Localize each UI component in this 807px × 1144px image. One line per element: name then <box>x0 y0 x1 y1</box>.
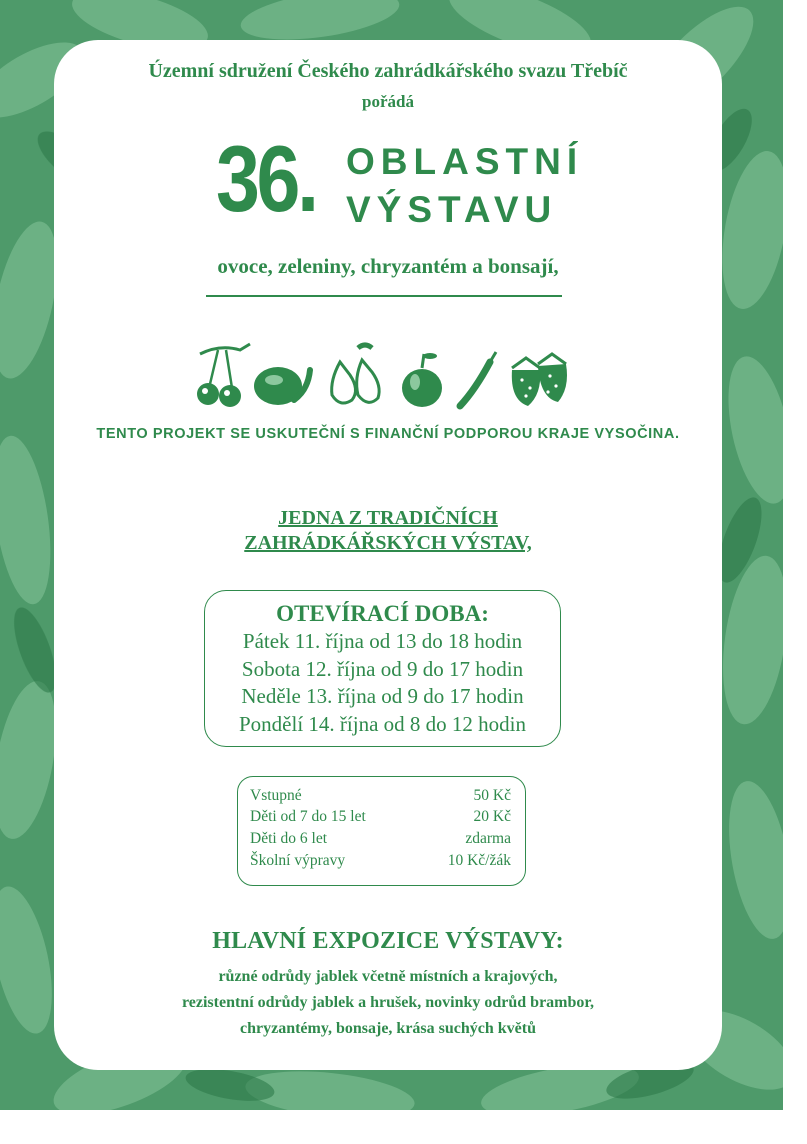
exhibition-number: 36. <box>216 126 316 231</box>
tomato-pepper-icon <box>254 367 310 405</box>
tradition-heading <box>54 506 722 556</box>
opening-day-sunday: Neděle 13. října od 9 do 17 hodin <box>241 684 524 708</box>
price-row <box>250 807 511 827</box>
price-row <box>250 851 511 871</box>
exposition-line: chryzantémy, bonsaje, krása suchých květů <box>239 1020 536 1037</box>
organizer-verb: pořádá <box>362 92 414 111</box>
exposition-line: různé odrůdy jablek včetně místních a krajových, <box>218 968 558 985</box>
price-label: Děti od 7 do 15 let <box>250 808 366 825</box>
tradition-line-1: JEDNA Z TRADIČNÍCH <box>278 507 498 529</box>
price-value: 50 Kč <box>473 787 511 804</box>
funding-note: TENTO PROJEKT SE USKUTEČNÍ S FINANČNÍ PODPOROU KRAJE VYSOČINA. <box>96 426 680 442</box>
chili-pepper-icon <box>460 352 496 406</box>
cherries-icon <box>197 344 250 407</box>
price-label: Děti do 6 let <box>250 830 328 847</box>
exhibition-subtitle: ovoce, zeleniny, chryzantém a bonsají, <box>217 254 559 278</box>
poster-card <box>54 40 722 1070</box>
price-value: 20 Kč <box>473 808 511 825</box>
exposition-line: rezistentní odrůdy jablek a hrušek, novinky odrůd brambor, <box>181 994 595 1011</box>
opening-hours-box <box>204 590 561 747</box>
title-line-2: VÝSTAVU <box>346 189 558 230</box>
divider <box>206 295 562 297</box>
fruit-illustrations <box>190 340 580 410</box>
price-row <box>250 786 511 806</box>
pears-icon <box>332 345 379 403</box>
organizer-text: Územní sdružení Českého zahrádkářského svazu Třebíč <box>148 60 628 82</box>
opening-day-monday: Pondělí 14. října od 8 do 12 hodin <box>239 711 526 736</box>
opening-hours-title: OTEVÍRACÍ DOBA: <box>276 601 489 626</box>
strawberries-icon <box>512 354 567 406</box>
apple-icon <box>402 353 442 407</box>
title-line-1: OBLASTNÍ <box>346 141 584 182</box>
price-label: Vstupné <box>250 787 302 804</box>
price-list-box <box>237 776 526 886</box>
exposition-title: HLAVNÍ EXPOZICE VÝSTAVY: <box>212 928 564 954</box>
price-value: zdarma <box>465 830 511 847</box>
price-value: 10 Kč/žák <box>447 852 511 869</box>
price-label: Školní výpravy <box>250 852 346 869</box>
opening-day-saturday: Sobota 12. října od 9 do 17 hodin <box>241 656 524 681</box>
tradition-line-2: ZAHRÁDKÁŘSKÝCH VÝSTAV, <box>244 532 532 554</box>
opening-day-friday: Pátek 11. října od 13 do 18 hodin <box>242 629 523 653</box>
price-row <box>250 829 511 849</box>
